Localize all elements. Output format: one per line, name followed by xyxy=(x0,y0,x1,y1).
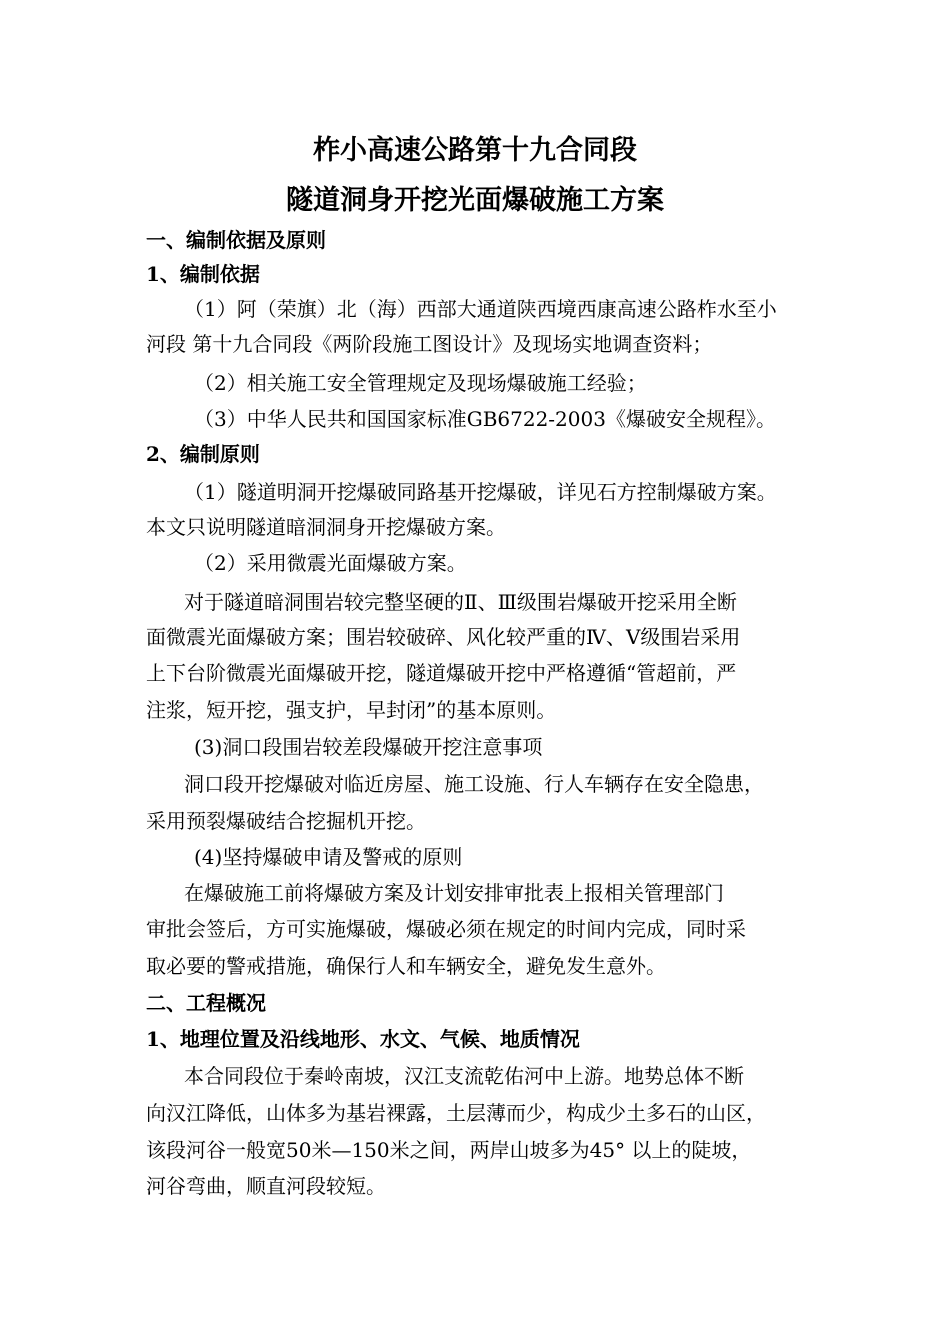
subsection-heading-1-1: 1、编制依据 xyxy=(146,262,260,286)
document-title: 柞小高速公路第十九合同段 xyxy=(313,135,637,166)
paragraph-line: 上下台阶微震光面爆破开挖，隧道爆破开挖中严格遵循“管超前，严 xyxy=(146,661,737,685)
paragraph-line: （1）阿（荣旗）北（海）西部大通道陕西境西康高速公路柞水至小 xyxy=(184,297,777,321)
paragraph-line: （2）采用微震光面爆破方案。 xyxy=(194,551,467,575)
section-heading-2: 二、工程概况 xyxy=(146,991,266,1015)
paragraph-line: 本合同段位于秦岭南坡，汉江支流乾佑河中上游。地势总体不断 xyxy=(184,1064,744,1088)
paragraph-line: (4)坚持爆破申请及警戒的原则 xyxy=(194,845,463,869)
paragraph-line: 在爆破施工前将爆破方案及计划安排审批表上报相关管理部门 xyxy=(184,881,724,905)
paragraph-line: 取必要的警戒措施，确保行人和车辆安全，避免发生意外。 xyxy=(146,954,666,978)
paragraph-line: （1）隧道明洞开挖爆破同路基开挖爆破，详见石方控制爆破方案。 xyxy=(184,480,777,504)
paragraph-line: 洞口段开挖爆破对临近房屋、施工设施、行人车辆存在安全隐患， xyxy=(184,772,764,796)
paragraph-line: 对于隧道暗洞围岩较完整坚硬的Ⅱ、Ⅲ级围岩爆破开挖采用全断 xyxy=(184,590,737,614)
document-subtitle: 隧道洞身开挖光面爆破施工方案 xyxy=(286,185,664,216)
paragraph-line: （2）相关施工安全管理规定及现场爆破施工经验； xyxy=(194,371,647,395)
paragraph-line: （3）中华人民共和国国家标准GB6722-2003《爆破安全规程》。 xyxy=(194,407,776,431)
paragraph-line: 本文只说明隧道暗洞洞身开挖爆破方案。 xyxy=(146,515,506,539)
paragraph-line: (3)洞口段围岩较差段爆破开挖注意事项 xyxy=(194,735,543,759)
subsection-heading-2-1: 1、地理位置及沿线地形、水文、气候、地质情况 xyxy=(146,1027,580,1051)
section-heading-1: 一、编制依据及原则 xyxy=(146,228,326,252)
paragraph-line: 审批会签后，方可实施爆破，爆破必须在规定的时间内完成，同时采 xyxy=(146,917,746,941)
paragraph-line: 该段河谷一般宽50米—150米之间，两岸山坡多为45° 以上的陡坡， xyxy=(146,1138,752,1162)
subsection-heading-1-2: 2、编制原则 xyxy=(146,442,260,466)
paragraph-line: 注浆，短开挖，强支护，早封闭”的基本原则。 xyxy=(146,698,557,722)
paragraph-line: 河谷弯曲，顺直河段较短。 xyxy=(146,1174,386,1198)
paragraph-line: 采用预裂爆破结合挖掘机开挖。 xyxy=(146,809,426,833)
paragraph-line: 河段 第十九合同段《两阶段施工图设计》及现场实地调查资料； xyxy=(146,332,713,356)
paragraph-line: 面微震光面爆破方案；围岩较破碎、风化较严重的Ⅳ、Ⅴ级围岩采用 xyxy=(146,625,741,649)
paragraph-line: 向汉江降低，山体多为基岩裸露，土层薄而少，构成少土多石的山区， xyxy=(146,1101,766,1125)
